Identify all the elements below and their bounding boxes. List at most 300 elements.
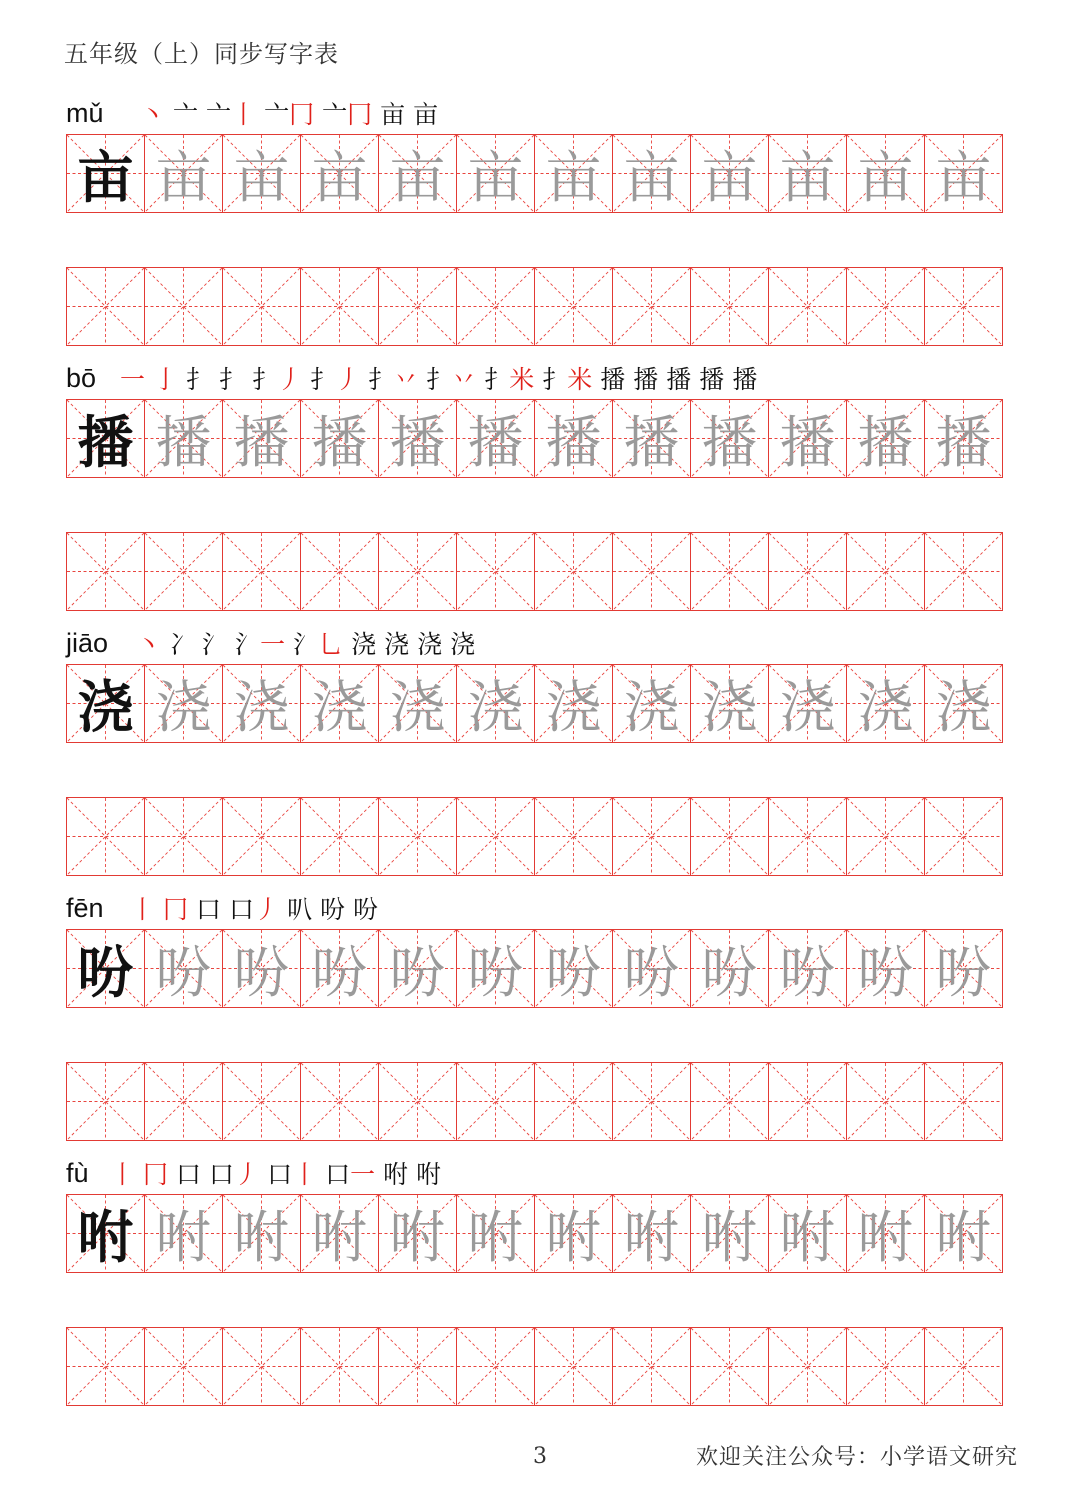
practice-cell[interactable]: [144, 532, 223, 611]
stroke-step: [353, 895, 378, 925]
trace-cell: [534, 664, 613, 743]
mi-grid-guide: [223, 533, 300, 610]
trace-character: 亩: [389, 145, 446, 211]
stroke-done: 扌: [542, 365, 568, 394]
practice-cell[interactable]: [924, 1062, 1003, 1141]
trace-character: 亩: [155, 145, 212, 211]
mi-grid-guide: [457, 1328, 534, 1405]
stroke-current: 冂: [289, 100, 315, 129]
stroke-step: [633, 365, 658, 395]
mi-grid-guide: [301, 533, 378, 610]
trace-character: 咐: [623, 1205, 680, 1271]
practice-cell[interactable]: [378, 267, 457, 346]
trace-character: 吩: [233, 940, 290, 1006]
mi-grid-guide: [769, 268, 846, 345]
practice-cell[interactable]: [690, 797, 769, 876]
trace-cell: [144, 134, 223, 213]
trace-cell: [378, 134, 457, 213]
mi-grid-guide: [145, 1063, 222, 1140]
stroke-current: 丨: [110, 1160, 136, 1189]
stroke-step: [413, 100, 438, 130]
trace-character: 亩: [467, 145, 524, 211]
tracing-row: [66, 664, 1014, 743]
practice-cell[interactable]: [924, 532, 1003, 611]
mi-grid-guide: [145, 533, 222, 610]
stroke-step: [322, 100, 372, 130]
stroke-current: 丿: [335, 365, 361, 394]
practice-cell[interactable]: [300, 532, 379, 611]
mi-grid-guide: [925, 533, 1002, 610]
pinyin-label: fēn: [66, 893, 104, 923]
practice-cell[interactable]: [144, 267, 223, 346]
model-character: 播: [77, 410, 134, 476]
stroke-step: [699, 365, 724, 395]
mi-grid-guide: [301, 268, 378, 345]
trace-cell: [924, 664, 1003, 743]
mi-grid-guide: [67, 533, 144, 610]
practice-cell[interactable]: [222, 532, 301, 611]
practice-cell[interactable]: [690, 267, 769, 346]
trace-cell: [846, 134, 925, 213]
trace-character: 咐: [779, 1205, 836, 1271]
mi-grid-guide: [457, 268, 534, 345]
model-character: 亩: [77, 145, 134, 211]
trace-cell: [456, 134, 535, 213]
stroke-order: [140, 100, 446, 130]
stroke-step: [267, 1160, 317, 1190]
mi-grid-guide: [379, 1328, 456, 1405]
trace-character: 播: [779, 410, 836, 476]
trace-character: 吩: [779, 940, 836, 1006]
mi-grid-guide: [613, 1328, 690, 1405]
trace-cell: [222, 929, 301, 1008]
stroke-step: [310, 365, 360, 395]
trace-cell: [300, 664, 379, 743]
stroke-step: [600, 365, 625, 395]
stroke-current: 冂: [163, 895, 189, 924]
stroke-step: [666, 365, 691, 395]
character-block: [66, 885, 1014, 1141]
model-cell: [66, 1194, 145, 1273]
mi-grid-guide: [457, 1063, 534, 1140]
practice-cell[interactable]: [66, 797, 145, 876]
tracing-row: [66, 929, 1014, 1008]
practice-cell[interactable]: [534, 532, 613, 611]
practice-cell[interactable]: [846, 797, 925, 876]
stroke-step: [143, 1160, 168, 1190]
trace-cell: [144, 399, 223, 478]
practice-cell[interactable]: [300, 267, 379, 346]
practice-cell[interactable]: [768, 267, 847, 346]
stroke-current: 冂: [143, 1160, 169, 1189]
practice-cell[interactable]: [456, 1327, 535, 1406]
stroke-done: 播: [699, 365, 725, 394]
trace-character: 亩: [857, 145, 914, 211]
trace-character: 亩: [701, 145, 758, 211]
mi-grid-guide: [301, 1328, 378, 1405]
stroke-step: [384, 630, 409, 660]
mi-grid-guide: [67, 798, 144, 875]
practice-cell[interactable]: [378, 1062, 457, 1141]
trace-cell: [690, 1194, 769, 1273]
trace-character: 浇: [935, 675, 992, 741]
trace-character: 咐: [935, 1205, 992, 1271]
trace-character: 咐: [545, 1205, 602, 1271]
trace-cell: [144, 929, 223, 1008]
trace-cell: [612, 1194, 691, 1273]
practice-cell[interactable]: [612, 267, 691, 346]
trace-cell: [456, 664, 535, 743]
practice-cell[interactable]: [456, 532, 535, 611]
stroke-done: 播: [666, 365, 692, 394]
stroke-current: 米: [509, 365, 535, 394]
practice-cell[interactable]: [66, 1327, 145, 1406]
stroke-step: [173, 100, 198, 130]
stroke-current: 丷: [451, 365, 477, 394]
trace-character: 浇: [545, 675, 602, 741]
trace-cell: [846, 664, 925, 743]
stroke-done: 口: [196, 895, 222, 924]
stroke-step: [426, 365, 476, 395]
stroke-done: 吩: [320, 895, 346, 924]
trace-character: 咐: [311, 1205, 368, 1271]
mi-grid-guide: [145, 798, 222, 875]
stroke-step: [153, 365, 178, 395]
stroke-done: 扌: [219, 365, 245, 394]
practice-row: [66, 1062, 1014, 1141]
practice-cell[interactable]: [66, 532, 145, 611]
stroke-current: 丷: [393, 365, 419, 394]
practice-cell[interactable]: [768, 1062, 847, 1141]
trace-character: 亩: [623, 145, 680, 211]
stroke-step: [450, 630, 475, 660]
trace-character: 咐: [155, 1205, 212, 1271]
trace-character: 吩: [311, 940, 368, 1006]
mi-grid-guide: [67, 268, 144, 345]
practice-cell[interactable]: [456, 267, 535, 346]
pinyin-label: mǔ: [66, 98, 104, 128]
trace-cell: [768, 134, 847, 213]
stroke-done: 浇: [384, 630, 410, 659]
page-number: 3: [533, 1444, 547, 1469]
mi-grid-guide: [223, 1063, 300, 1140]
trace-character: 咐: [857, 1205, 914, 1271]
practice-cell[interactable]: [924, 1327, 1003, 1406]
stroke-step: [383, 1160, 408, 1190]
mi-grid-guide: [847, 1063, 924, 1140]
mi-grid-guide: [535, 798, 612, 875]
stroke-step: [186, 365, 211, 395]
practice-cell[interactable]: [144, 797, 223, 876]
stroke-order: [130, 895, 386, 925]
trace-cell: [300, 399, 379, 478]
stroke-current: 乚: [318, 630, 344, 659]
stroke-current: 丨: [231, 100, 257, 129]
trace-cell: [300, 134, 379, 213]
stroke-step: [368, 365, 418, 395]
stroke-current: 冂: [347, 100, 373, 129]
trace-character: 播: [233, 410, 290, 476]
practice-row: [66, 797, 1014, 876]
trace-cell: [144, 1194, 223, 1273]
practice-cell[interactable]: [144, 1327, 223, 1406]
trace-character: 吩: [935, 940, 992, 1006]
practice-cell[interactable]: [534, 797, 613, 876]
trace-cell: [222, 1194, 301, 1273]
stroke-current: 米: [567, 365, 593, 394]
stroke-done: 氵: [202, 630, 228, 659]
trace-character: 吩: [545, 940, 602, 1006]
trace-cell: [846, 399, 925, 478]
practice-cell[interactable]: [456, 1062, 535, 1141]
practice-cell[interactable]: [378, 1327, 457, 1406]
practice-cell[interactable]: [300, 1062, 379, 1141]
stroke-step: [264, 100, 314, 130]
mi-grid-guide: [847, 1328, 924, 1405]
mi-grid-guide: [613, 1063, 690, 1140]
trace-cell: [768, 399, 847, 478]
mi-grid-guide: [67, 1063, 144, 1140]
trace-character: 亩: [545, 145, 602, 211]
trace-character: 吩: [467, 940, 524, 1006]
stroke-current: 一: [120, 365, 146, 394]
trace-character: 浇: [701, 675, 758, 741]
stroke-step: [163, 895, 188, 925]
practice-cell[interactable]: [222, 1327, 301, 1406]
trace-character: 播: [857, 410, 914, 476]
stroke-step: [196, 895, 221, 925]
mi-grid-guide: [379, 1063, 456, 1140]
stroke-done: 浇: [351, 630, 377, 659]
stroke-current: 丿: [277, 365, 303, 394]
stroke-done: 扌: [426, 365, 452, 394]
practice-cell[interactable]: [768, 532, 847, 611]
stroke-current: 丿: [254, 895, 280, 924]
stroke-step: [202, 630, 227, 660]
mi-grid-guide: [613, 798, 690, 875]
trace-character: 吩: [623, 940, 680, 1006]
stroke-done: 扌: [310, 365, 336, 394]
mi-grid-guide: [847, 798, 924, 875]
stroke-done: 亩: [413, 100, 439, 129]
model-cell: [66, 399, 145, 478]
practice-cell[interactable]: [144, 1062, 223, 1141]
stroke-current: 亅: [153, 365, 179, 394]
practice-cell[interactable]: [690, 1327, 769, 1406]
model-character: 咐: [77, 1205, 134, 1271]
mi-grid-guide: [613, 533, 690, 610]
stroke-step: [320, 895, 345, 925]
stroke-step: [293, 630, 343, 660]
trace-character: 亩: [779, 145, 836, 211]
stroke-step: [120, 365, 145, 395]
stroke-step: [732, 365, 757, 395]
mi-grid-guide: [691, 268, 768, 345]
trace-character: 浇: [155, 675, 212, 741]
stroke-done: 扌: [186, 365, 212, 394]
stroke-done: 播: [633, 365, 659, 394]
trace-character: 浇: [389, 675, 446, 741]
stroke-done: 播: [600, 365, 626, 394]
mi-grid-guide: [301, 1063, 378, 1140]
stroke-step: [206, 100, 256, 130]
stroke-done: 氵: [293, 630, 319, 659]
practice-cell[interactable]: [768, 797, 847, 876]
trace-character: 吩: [701, 940, 758, 1006]
practice-cell[interactable]: [846, 1327, 925, 1406]
practice-cell[interactable]: [924, 797, 1003, 876]
stroke-current: 丨: [292, 1160, 318, 1189]
trace-cell: [690, 664, 769, 743]
practice-cell[interactable]: [690, 532, 769, 611]
stroke-step: [416, 1160, 441, 1190]
practice-cell[interactable]: [378, 797, 457, 876]
practice-cell[interactable]: [222, 797, 301, 876]
stroke-done: 亠: [206, 100, 232, 129]
trace-cell: [222, 399, 301, 478]
trace-character: 吩: [155, 940, 212, 1006]
mi-grid-guide: [535, 533, 612, 610]
mi-grid-guide: [925, 268, 1002, 345]
model-cell: [66, 134, 145, 213]
mi-grid-guide: [301, 798, 378, 875]
practice-cell[interactable]: [300, 1327, 379, 1406]
trace-cell: [456, 929, 535, 1008]
pinyin-label: fù: [66, 1158, 89, 1188]
practice-cell[interactable]: [690, 1062, 769, 1141]
trace-cell: [300, 929, 379, 1008]
stroke-step: [325, 1160, 375, 1190]
mi-grid-guide: [67, 1328, 144, 1405]
page-title: 五年级（上）同步写字表: [64, 40, 339, 68]
stroke-done: 亩: [380, 100, 406, 129]
trace-character: 播: [545, 410, 602, 476]
tracing-row: [66, 399, 1014, 478]
mi-grid-guide: [535, 1328, 612, 1405]
practice-cell[interactable]: [612, 1327, 691, 1406]
practice-row: [66, 532, 1014, 611]
stroke-order: [110, 1160, 449, 1190]
stroke-current: 丶: [140, 100, 166, 129]
practice-cell[interactable]: [612, 532, 691, 611]
trace-cell: [924, 399, 1003, 478]
stroke-current: 一: [260, 630, 286, 659]
trace-cell: [222, 134, 301, 213]
practice-cell[interactable]: [66, 1062, 145, 1141]
stroke-done: 口: [267, 1160, 293, 1189]
trace-cell: [300, 1194, 379, 1273]
model-character: 吩: [77, 940, 134, 1006]
mi-grid-guide: [769, 1063, 846, 1140]
mi-grid-guide: [691, 798, 768, 875]
trace-character: 亩: [233, 145, 290, 211]
mi-grid-guide: [379, 268, 456, 345]
practice-cell[interactable]: [456, 797, 535, 876]
trace-cell: [690, 399, 769, 478]
mi-grid-guide: [769, 798, 846, 875]
mi-grid-guide: [925, 1328, 1002, 1405]
mi-grid-guide: [535, 1063, 612, 1140]
practice-cell[interactable]: [612, 1062, 691, 1141]
practice-cell[interactable]: [846, 532, 925, 611]
mi-grid-guide: [769, 533, 846, 610]
pinyin-row: [66, 1150, 1014, 1194]
mi-grid-guide: [847, 533, 924, 610]
trace-cell: [456, 1194, 535, 1273]
trace-cell: [534, 399, 613, 478]
stroke-step: [417, 630, 442, 660]
practice-cell[interactable]: [222, 267, 301, 346]
footer-note: 欢迎关注公众号：小学语文研究: [695, 1445, 1018, 1470]
model-cell: [66, 664, 145, 743]
trace-cell: [924, 929, 1003, 1008]
practice-cell[interactable]: [846, 1062, 925, 1141]
stroke-done: 亠: [173, 100, 199, 129]
trace-cell: [846, 929, 925, 1008]
tracing-row: [66, 134, 1014, 213]
stroke-step: [287, 895, 312, 925]
trace-character: 咐: [233, 1205, 290, 1271]
trace-cell: [378, 1194, 457, 1273]
character-block: [66, 90, 1014, 346]
stroke-done: 扌: [484, 365, 510, 394]
mi-grid-guide: [145, 268, 222, 345]
practice-cell[interactable]: [222, 1062, 301, 1141]
stroke-order: [136, 630, 483, 660]
practice-cell[interactable]: [846, 267, 925, 346]
stroke-step: [140, 100, 165, 130]
practice-cell[interactable]: [66, 267, 145, 346]
stroke-current: 丿: [234, 1160, 260, 1189]
practice-cell[interactable]: [534, 1327, 613, 1406]
practice-cell[interactable]: [768, 1327, 847, 1406]
trace-character: 咐: [389, 1205, 446, 1271]
stroke-done: 口: [229, 895, 255, 924]
trace-cell: [612, 664, 691, 743]
trace-character: 亩: [935, 145, 992, 211]
stroke-step: [176, 1160, 201, 1190]
stroke-step: [136, 630, 161, 660]
practice-cell[interactable]: [300, 797, 379, 876]
mi-grid-guide: [613, 268, 690, 345]
practice-cell[interactable]: [378, 532, 457, 611]
model-cell: [66, 929, 145, 1008]
stroke-current: 丶: [136, 630, 162, 659]
mi-grid-guide: [691, 1063, 768, 1140]
pinyin-row: [66, 355, 1014, 399]
practice-row: [66, 1327, 1014, 1406]
practice-cell[interactable]: [612, 797, 691, 876]
pinyin-label: jiāo: [66, 628, 109, 658]
practice-cell[interactable]: [924, 267, 1003, 346]
character-block: [66, 620, 1014, 876]
model-character: 浇: [77, 675, 134, 741]
trace-cell: [768, 929, 847, 1008]
trace-cell: [456, 399, 535, 478]
trace-cell: [378, 664, 457, 743]
practice-row: [66, 267, 1014, 346]
stroke-step: [252, 365, 302, 395]
mi-grid-guide: [145, 1328, 222, 1405]
mi-grid-guide: [223, 268, 300, 345]
stroke-done: 浇: [417, 630, 443, 659]
practice-cell[interactable]: [534, 1062, 613, 1141]
trace-character: 播: [467, 410, 524, 476]
practice-cell[interactable]: [534, 267, 613, 346]
stroke-step: [351, 630, 376, 660]
stroke-step: [380, 100, 405, 130]
stroke-step: [484, 365, 534, 395]
